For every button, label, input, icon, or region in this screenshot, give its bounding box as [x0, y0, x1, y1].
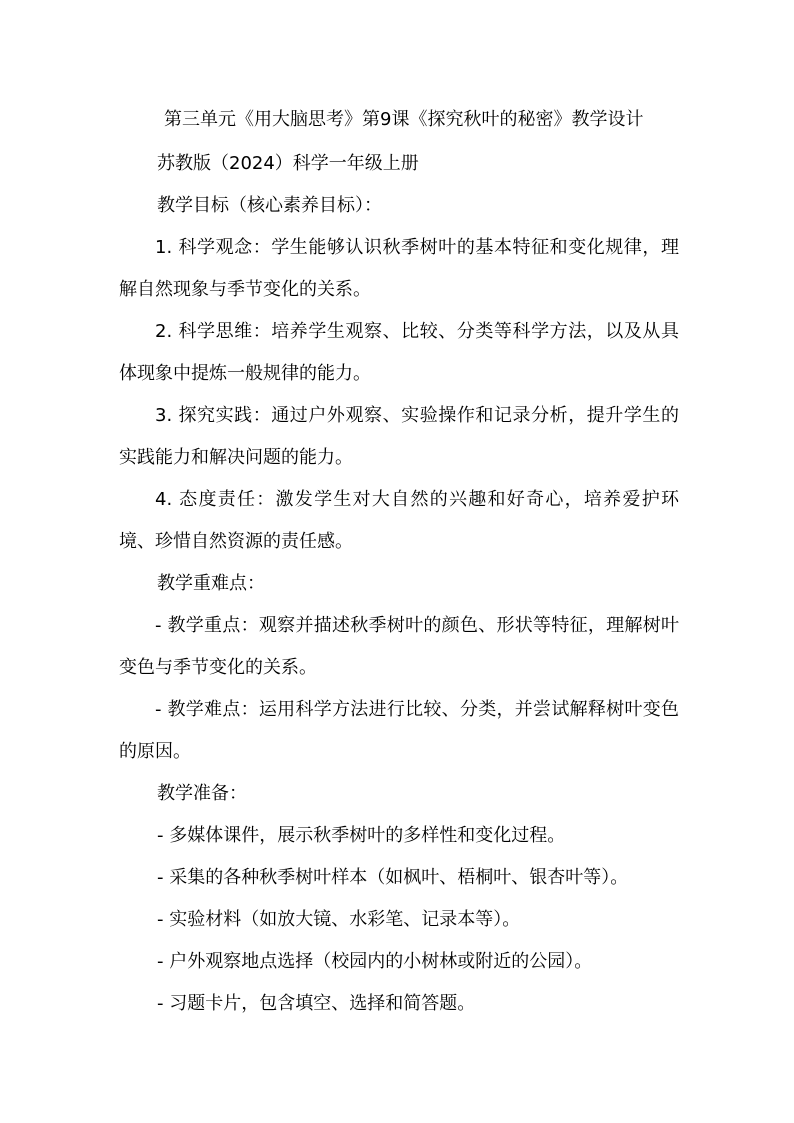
preparation-item: - 户外观察地点选择（校园内的小树林或附近的公园）。 [157, 951, 593, 972]
objective-item: 3. 探究实践：通过户外观察、实验操作和记录分析，提升学生的实践能力和解决问题的能力。 [119, 405, 679, 468]
document-title: 第三单元《用大脑思考》第9课《探究秋叶的秘密》教学设计 [164, 109, 644, 130]
preparation-heading: 教学准备： [157, 783, 247, 804]
preparation-item: - 实验材料（如放大镜、水彩笔、记录本等）。 [157, 909, 521, 930]
objectives-heading: 教学目标（核心素养目标）： [157, 195, 382, 216]
objective-item: 2. 科学思维：培养学生观察、比较、分类等科学方法，以及从具体现象中提炼一般规律的能力。 [119, 321, 679, 384]
preparation-item: - 采集的各种秋季树叶样本（如枫叶、梧桐叶、银杏叶等）。 [157, 867, 629, 888]
objective-item: 4. 态度责任：激发学生对大自然的兴趣和好奇心，培养爱护环境、珍惜自然资源的责任感。 [119, 489, 679, 552]
document-subtitle: 苏教版（2024）科学一年级上册 [157, 153, 419, 174]
key-point-item: - 教学难点：运用科学方法进行比较、分类，并尝试解释树叶变色的原因。 [119, 699, 679, 762]
key-points-heading: 教学重难点： [157, 573, 265, 594]
document-body [119, 102, 679, 1025]
objective-item: 1. 科学观念：学生能够认识秋季树叶的基本特征和变化规律，理解自然现象与季节变化的关系。 [119, 237, 679, 300]
preparation-item: - 多媒体课件，展示秋季树叶的多样性和变化过程。 [157, 825, 566, 846]
key-point-item: - 教学重点：观察并描述秋季树叶的颜色、形状等特征，理解树叶变色与季节变化的关系。 [119, 615, 679, 678]
preparation-item: - 习题卡片，包含填空、选择和简答题。 [157, 993, 476, 1014]
